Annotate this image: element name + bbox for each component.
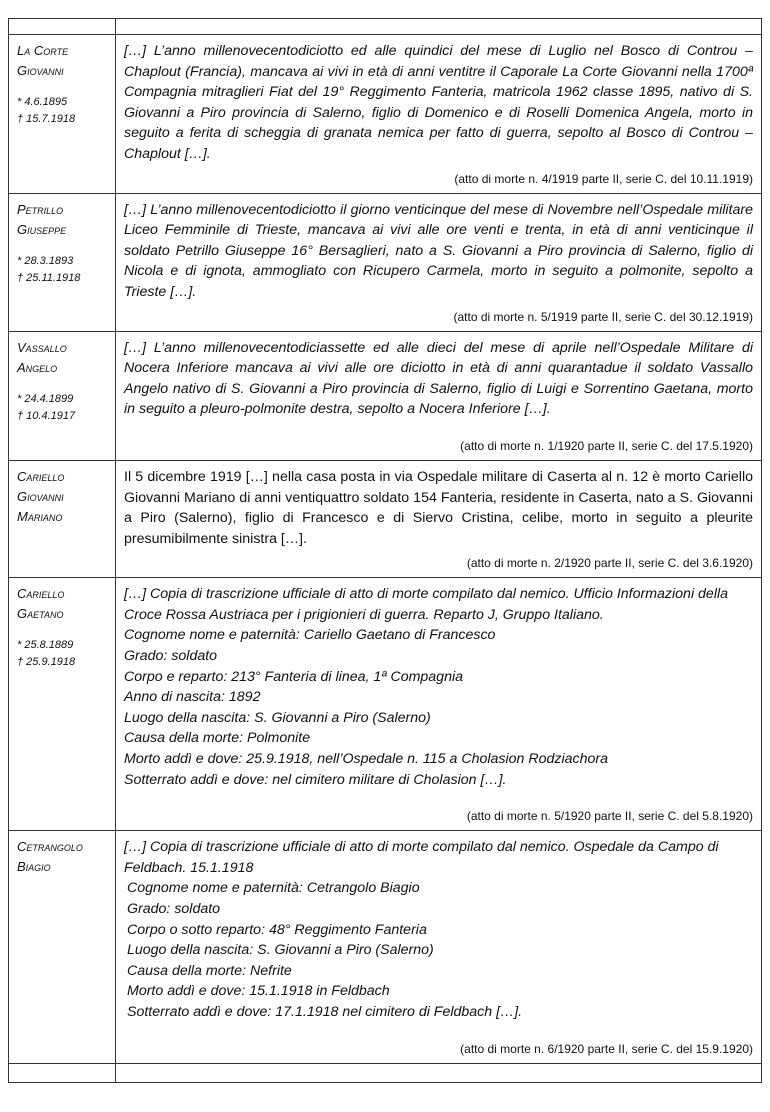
record-text-line: Cognome nome e paternità: Cariello Gaetano di Francesco bbox=[124, 627, 496, 644]
record-row bbox=[9, 578, 762, 831]
birth-date: * 28.3.1893 bbox=[17, 254, 74, 267]
record-reference: (atto di morte n. 5/1920 parte II, serie C. del 5.8.1920) bbox=[466, 809, 753, 824]
birth-date: * 25.8.1889 bbox=[17, 639, 74, 652]
soldier-name-cell bbox=[9, 331, 116, 460]
record-text-line: Grado: soldato bbox=[127, 901, 221, 917]
record-text-line: Sotterrato addì e dove: nel cimitero militare di Cholasion […]. bbox=[124, 771, 507, 788]
life-dates bbox=[17, 253, 111, 287]
record-reference: (atto di morte n. 1/1920 parte II, serie C. del 17.5.1920) bbox=[460, 438, 753, 453]
soldier-name-cell bbox=[9, 831, 116, 1063]
empty-cell bbox=[9, 19, 116, 35]
death-date: † 25.11.1918 bbox=[17, 271, 81, 284]
soldier-given-name: Giovanni bbox=[17, 488, 64, 504]
record-text-line: […] Copia di trascrizione ufficiale di atto di morte compilato dal nemico. Ufficio Informazioni della Croce Rossa Austriaca per i prigionieri di guerra. Reparto J, Gruppo Italiano. bbox=[124, 586, 729, 623]
soldier-surname: La Corte bbox=[17, 43, 69, 58]
life-dates bbox=[17, 94, 111, 128]
soldier-given-name: Biagio bbox=[17, 859, 51, 875]
record-row bbox=[9, 460, 762, 577]
soldier-given-name: Giovanni bbox=[17, 63, 64, 78]
record-text-line: Cognome nome e paternità: Cetrangolo Biagio bbox=[127, 880, 420, 897]
record-reference: (atto di morte n. 5/1919 parte II, serie C. del 30.12.1919) bbox=[453, 309, 753, 324]
soldier-surname: Petrillo bbox=[17, 201, 64, 217]
death-date: † 25.9.1918 bbox=[17, 656, 76, 669]
record-text-cell bbox=[116, 460, 762, 577]
record-row bbox=[9, 193, 762, 331]
soldier-given-name: Gaetano bbox=[17, 606, 64, 622]
record-text-line: Sotterrato addì e dove: 17.1.1918 nel cimitero di Feldbach […]. bbox=[127, 1003, 523, 1020]
record-reference: (atto di morte n. 2/1920 parte II, serie C. del 3.6.1920) bbox=[466, 556, 753, 571]
record-row bbox=[9, 331, 762, 460]
soldier-name-cell bbox=[9, 193, 116, 331]
death-date: † 10.4.1917 bbox=[17, 409, 76, 422]
record-text-cell bbox=[116, 193, 762, 331]
record-text-line: Luogo della nascita: S. Giovanni a Piro (Salerno) bbox=[124, 709, 431, 726]
empty-cell bbox=[116, 1063, 762, 1082]
record-text-line: Morto addì e dove: 15.1.1918 in Feldbach bbox=[127, 983, 390, 1000]
death-date: † 15.7.1918 bbox=[17, 113, 76, 125]
empty-cell bbox=[116, 19, 762, 35]
record-text-line: Corpo o sotto reparto: 48° Reggimento Fanteria bbox=[127, 921, 427, 938]
record-reference: (atto di morte n. 6/1920 parte II, serie C. del 15.9.1920) bbox=[460, 1041, 753, 1056]
soldier-given-name: Angelo bbox=[17, 359, 58, 375]
record-text-line: Corpo e reparto: 213° Fanteria di linea, 1ª Compagnia bbox=[124, 668, 464, 685]
record-text-line: Morto addì e dove: 25.9.1918, nell’Ospedale n. 115 a Cholasion Rodziachora bbox=[124, 751, 609, 768]
record-text-cell bbox=[116, 831, 762, 1063]
life-dates bbox=[17, 637, 111, 671]
record-row bbox=[9, 35, 762, 194]
soldier-surname: Cetrangolo bbox=[17, 839, 83, 855]
soldier-name-cell bbox=[9, 35, 116, 194]
record-text-cell bbox=[116, 35, 762, 194]
table-footer-empty-row bbox=[9, 1063, 762, 1082]
soldier-name-cell bbox=[9, 460, 116, 577]
record-text-line: Causa della morte: Nefrite bbox=[127, 962, 292, 979]
record-text-line: Causa della morte: Polmonite bbox=[124, 730, 311, 747]
empty-cell bbox=[9, 1063, 116, 1082]
soldier-surname: Cariello bbox=[17, 468, 65, 484]
soldier-given-name: Giuseppe bbox=[17, 221, 67, 237]
record-row bbox=[9, 831, 762, 1063]
record-reference: (atto di morte n. 4/1919 parte II, serie C. del 10.11.1919) bbox=[454, 171, 753, 186]
record-text-line: Luogo della nascita: S. Giovanni a Piro (Salerno) bbox=[127, 942, 434, 959]
record-text: […] L’anno millenovecentodiciassette ed alle dieci del mese di aprile nell’Ospedale Militare di Nocera Inferiore mancava ai vivi alle ore diciotto in età di anni quarantadue il soldato Vassallo Angelo nativo di S. Giovanni a Piro provincia di Salerno, figlio di Luigi e Sorrentino Gaetana, morto in seguito a pleuro-polmonite destra, sepolto a Nocera Inferiore […]. bbox=[124, 339, 753, 418]
record-text: […] L’anno millenovecentodiciotto il giorno venticinque del mese di Novembre nell’Ospedale militare Liceo Femminile di Trieste, mancava ai vivi alle ore venti e trenta, in età di anni venticinque il soldato Petrillo Giuseppe 16° Bersaglieri, nato a S. Giovanni a Piro provincia di Salerno, figlio di Nicola e di ignota, ammogliato con Ricupero Carmela, morto in seguito a polmonite, sepolto a Trieste […]. bbox=[124, 201, 753, 300]
table-header-empty-row bbox=[9, 19, 762, 35]
record-text-line: […] Copia di trascrizione ufficiale di atto di morte compilato dal nemico. Ospedale da Campo di Feldbach. 15.1.1918 bbox=[124, 839, 719, 876]
record-text-line: Anno di nascita: 1892 bbox=[124, 689, 261, 706]
soldier-name-cell bbox=[9, 578, 116, 831]
death-records-table bbox=[8, 18, 762, 1083]
soldier-middle-name: Mariano bbox=[17, 508, 63, 524]
soldier-surname: Vassallo bbox=[17, 339, 67, 355]
record-text-cell bbox=[116, 331, 762, 460]
record-text-cell bbox=[116, 578, 762, 831]
life-dates bbox=[17, 391, 111, 425]
record-text-line: Grado: soldato bbox=[124, 648, 218, 665]
record-text: Il 5 dicembre 1919 […] nella casa posta in via Ospedale militare di Caserta al n. 12 è morto Cariello Giovanni Mariano di anni ventiquattro soldato 154 Fanteria, residente in Caserta, nato a S. Giovanni a Piro (Salerno), figlio di Francesco e di Siervo Cristina, celibe, morto in seguito a pleurite presumibilmente sinistra […]. bbox=[124, 468, 753, 547]
birth-date: * 24.4.1899 bbox=[17, 392, 74, 405]
birth-date: * 4.6.1895 bbox=[17, 96, 68, 108]
record-text: […] L’anno millenovecentodiciotto ed alle quindici del mese di Luglio nel Bosco di Controu – Chaplout (Francia), mancava ai vivi in età di anni ventitre il Caporale La Corte Giovanni nella 1700ª Compagnia mitraglieri Fiat del 19° Reggimento Fanteria, matricola 1962 classe 1895, nativo di S. Giovanni a Piro provincia di Salerno, figlio di Domenico e di Roselli Domenica Angela, morto in seguito a ferita di scheggia di granata nemica per fatto di guerra, sepolto al Bosco di Controu – Chaplout […]. bbox=[124, 43, 753, 162]
soldier-surname: Cariello bbox=[17, 586, 65, 602]
